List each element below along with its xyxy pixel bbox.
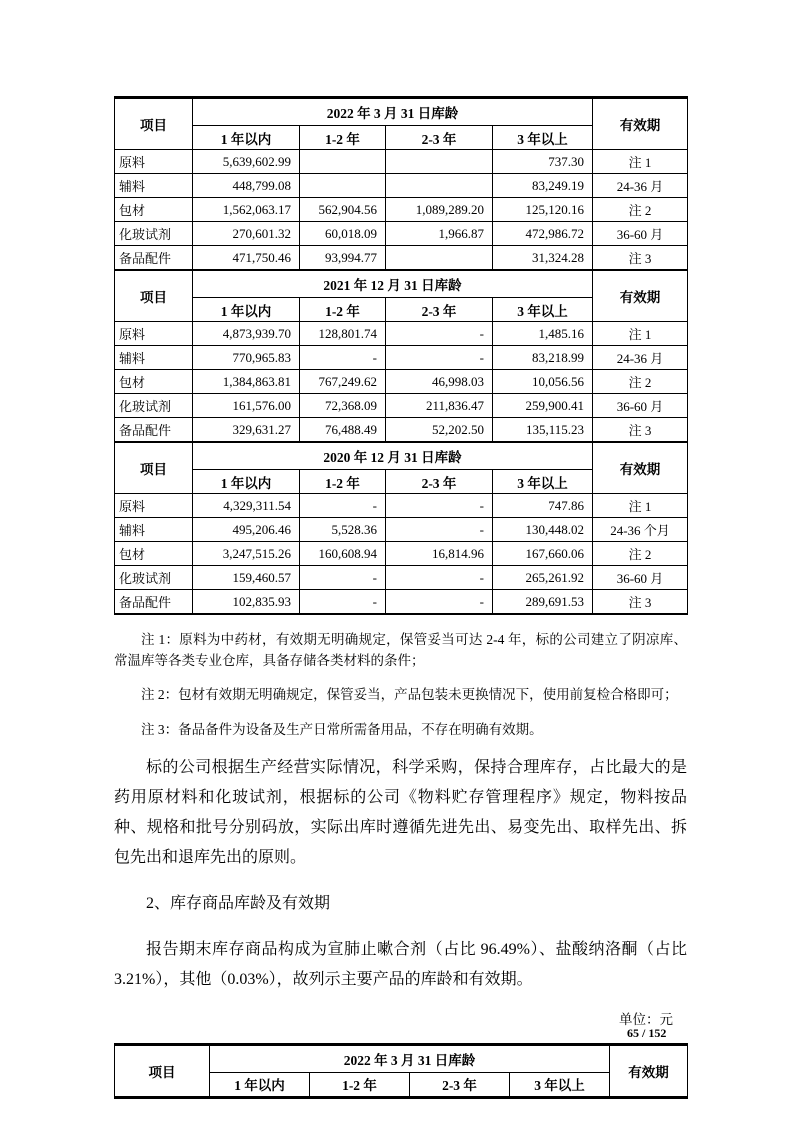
column-header-age-3: 3 年以上 <box>493 470 593 494</box>
value-cell: 259,900.41 <box>493 394 593 418</box>
column-header-age-2: 2-3 年 <box>386 298 493 322</box>
value-cell <box>386 246 493 270</box>
value-cell: - <box>300 566 386 590</box>
column-header-age-2: 2-3 年 <box>386 126 493 150</box>
value-cell: 60,018.09 <box>300 222 386 246</box>
value-cell: 448,799.08 <box>193 174 300 198</box>
value-cell: 130,448.02 <box>493 518 593 542</box>
table-row <box>115 198 688 222</box>
validity-cell: 24-36 月 <box>593 346 688 370</box>
column-header-age-1: 1-2 年 <box>310 1072 410 1097</box>
column-header-age-3: 3 年以上 <box>493 126 593 150</box>
column-header-age-3: 3 年以上 <box>510 1072 610 1097</box>
table-notes <box>114 629 687 740</box>
period-header: 2022 年 3 月 31 日库龄 <box>193 98 593 126</box>
column-header-validity: 有效期 <box>610 1044 688 1097</box>
value-cell <box>300 150 386 174</box>
value-cell: 495,206.46 <box>193 518 300 542</box>
validity-cell: 36-60 月 <box>593 222 688 246</box>
value-cell: 161,576.00 <box>193 394 300 418</box>
table-header-row <box>115 271 688 298</box>
table-row <box>115 174 688 198</box>
column-header-age-1: 1-2 年 <box>300 470 386 494</box>
table-header-row <box>115 443 688 470</box>
value-cell: 83,218.99 <box>493 346 593 370</box>
value-cell <box>300 174 386 198</box>
value-cell <box>386 174 493 198</box>
value-cell: - <box>386 322 493 346</box>
column-header-age-0: 1 年以内 <box>193 126 300 150</box>
table-row <box>115 394 688 418</box>
table-row <box>115 590 688 615</box>
section-heading: 2、库存商品库龄及有效期 <box>146 895 331 912</box>
value-cell: 135,115.23 <box>493 418 593 442</box>
value-cell: 31,324.28 <box>493 246 593 270</box>
note-1: 注 1：原料为中药材，有效期无明确规定，保管妥当可达 2-4 年，标的公司建立了阴凉库、常温库等各类专业仓库，具备存储各类材料的条件； <box>114 631 687 668</box>
item-cell: 辅料 <box>115 518 193 542</box>
validity-cell: 36-60 月 <box>593 566 688 590</box>
column-header-age-0: 1 年以内 <box>193 470 300 494</box>
column-header-age-1: 1-2 年 <box>300 298 386 322</box>
item-cell: 包材 <box>115 542 193 566</box>
item-cell: 原料 <box>115 494 193 518</box>
column-header-item: 项目 <box>115 1044 210 1097</box>
value-cell: - <box>386 590 493 615</box>
value-cell: 1,089,289.20 <box>386 198 493 222</box>
value-cell: 4,873,939.70 <box>193 322 300 346</box>
column-header-item: 项目 <box>115 98 193 150</box>
item-cell: 包材 <box>115 370 193 394</box>
value-cell: 211,836.47 <box>386 394 493 418</box>
value-cell: 52,202.50 <box>386 418 493 442</box>
period-header: 2020 年 12 月 31 日库龄 <box>193 443 593 470</box>
table-row <box>115 246 688 270</box>
column-header-validity: 有效期 <box>593 443 688 494</box>
table-row <box>115 494 688 518</box>
value-cell: 1,562,063.17 <box>193 198 300 222</box>
value-cell: 5,639,602.99 <box>193 150 300 174</box>
page-number: 65 / 152 <box>627 1026 667 1040</box>
period-header: 2021 年 12 月 31 日库龄 <box>193 271 593 298</box>
table-row <box>115 322 688 346</box>
validity-cell: 24-36 个月 <box>593 518 688 542</box>
table-row <box>115 346 688 370</box>
value-cell: 10,056.56 <box>493 370 593 394</box>
value-cell: 265,261.92 <box>493 566 593 590</box>
value-cell: 270,601.32 <box>193 222 300 246</box>
validity-cell: 注 1 <box>593 494 688 518</box>
item-cell: 辅料 <box>115 346 193 370</box>
value-cell: 737.30 <box>493 150 593 174</box>
value-cell: 159,460.57 <box>193 566 300 590</box>
item-cell: 化玻试剂 <box>115 566 193 590</box>
period-header: 2022 年 3 月 31 日库龄 <box>210 1044 610 1072</box>
column-header-age-3: 3 年以上 <box>493 298 593 322</box>
item-cell: 化玻试剂 <box>115 222 193 246</box>
value-cell: 83,249.19 <box>493 174 593 198</box>
value-cell: - <box>300 494 386 518</box>
aging-table-finished-goods-2022-03-31 <box>114 1043 688 1099</box>
validity-cell: 注 2 <box>593 198 688 222</box>
value-cell: 3,247,515.26 <box>193 542 300 566</box>
validity-cell: 36-60 月 <box>593 394 688 418</box>
value-cell: 76,488.49 <box>300 418 386 442</box>
column-header-item: 项目 <box>115 443 193 494</box>
validity-cell: 注 3 <box>593 246 688 270</box>
item-cell: 备品配件 <box>115 246 193 270</box>
value-cell: 471,750.46 <box>193 246 300 270</box>
value-cell: - <box>386 494 493 518</box>
item-cell: 化玻试剂 <box>115 394 193 418</box>
value-cell: 128,801.74 <box>300 322 386 346</box>
item-cell: 包材 <box>115 198 193 222</box>
finished-goods-paragraph: 报告期末库存商品构成为宣肺止嗽合剂（占比 96.49%）、盐酸纳洛酮（占比 3.21%），其他（0.03%），故列示主要产品的库龄和有效期。 <box>114 941 687 988</box>
item-cell: 原料 <box>115 150 193 174</box>
table-header-row <box>115 1044 688 1072</box>
page-content <box>114 96 687 1099</box>
column-header-age-2: 2-3 年 <box>386 470 493 494</box>
column-header-validity: 有效期 <box>593 271 688 322</box>
validity-cell: 注 1 <box>593 150 688 174</box>
value-cell: 102,835.93 <box>193 590 300 615</box>
aging-table-2022-03-31 <box>114 96 688 270</box>
value-cell: 1,384,863.81 <box>193 370 300 394</box>
note-2: 注 2：包材有效期无明确规定，保管妥当，产品包装未更换情况下，使用前复检合格即可； <box>141 687 678 702</box>
value-cell: 160,608.94 <box>300 542 386 566</box>
item-cell: 备品配件 <box>115 590 193 615</box>
value-cell: 167,660.06 <box>493 542 593 566</box>
validity-cell: 注 2 <box>593 542 688 566</box>
validity-cell: 注 1 <box>593 322 688 346</box>
value-cell: 125,120.16 <box>493 198 593 222</box>
value-cell: 46,998.03 <box>386 370 493 394</box>
value-cell: 289,691.53 <box>493 590 593 615</box>
value-cell: - <box>386 566 493 590</box>
table-row <box>115 418 688 442</box>
validity-cell: 24-36 月 <box>593 174 688 198</box>
table-header-row <box>115 98 688 126</box>
value-cell: 4,329,311.54 <box>193 494 300 518</box>
value-cell: 767,249.62 <box>300 370 386 394</box>
unit-label: 单位：元 <box>619 1012 673 1027</box>
column-header-validity: 有效期 <box>593 98 688 150</box>
value-cell: - <box>386 346 493 370</box>
value-cell: - <box>300 346 386 370</box>
value-cell: 93,994.77 <box>300 246 386 270</box>
value-cell: 770,965.83 <box>193 346 300 370</box>
value-cell: - <box>386 518 493 542</box>
column-header-age-0: 1 年以内 <box>210 1072 310 1097</box>
value-cell: 5,528.36 <box>300 518 386 542</box>
table-row <box>115 566 688 590</box>
value-cell: 72,368.09 <box>300 394 386 418</box>
aging-table-2021-12-31 <box>114 270 688 442</box>
table-row <box>115 222 688 246</box>
storage-policy-paragraph: 标的公司根据生产经营实际情况，科学采购，保持合理库存，占比最大的是药用原材料和化玻试剂，根据标的公司《物料贮存管理程序》规定，物料按品种、规格和批号分别码放，实际出库时遵循先进先出、易变先出、取样先出、拆包先出和退库先出的原则。 <box>114 759 687 866</box>
table-row <box>115 518 688 542</box>
table-row <box>115 370 688 394</box>
table-row <box>115 542 688 566</box>
item-cell: 原料 <box>115 322 193 346</box>
column-header-age-0: 1 年以内 <box>193 298 300 322</box>
value-cell: 562,904.56 <box>300 198 386 222</box>
validity-cell: 注 3 <box>593 590 688 615</box>
aging-table-2020-12-31 <box>114 442 688 615</box>
value-cell: 747.86 <box>493 494 593 518</box>
value-cell: 1,966.87 <box>386 222 493 246</box>
value-cell: 472,986.72 <box>493 222 593 246</box>
value-cell: - <box>300 590 386 615</box>
value-cell: 1,485.16 <box>493 322 593 346</box>
item-cell: 辅料 <box>115 174 193 198</box>
column-header-age-2: 2-3 年 <box>410 1072 510 1097</box>
value-cell <box>386 150 493 174</box>
validity-cell: 注 3 <box>593 418 688 442</box>
table-row <box>115 150 688 174</box>
item-cell: 备品配件 <box>115 418 193 442</box>
note-3: 注 3：备品备件为设备及生产日常所需备用品，不存在明确有效期。 <box>141 721 543 737</box>
value-cell: 16,814.96 <box>386 542 493 566</box>
column-header-item: 项目 <box>115 271 193 322</box>
value-cell: 329,631.27 <box>193 418 300 442</box>
column-header-age-1: 1-2 年 <box>300 126 386 150</box>
validity-cell: 注 2 <box>593 370 688 394</box>
